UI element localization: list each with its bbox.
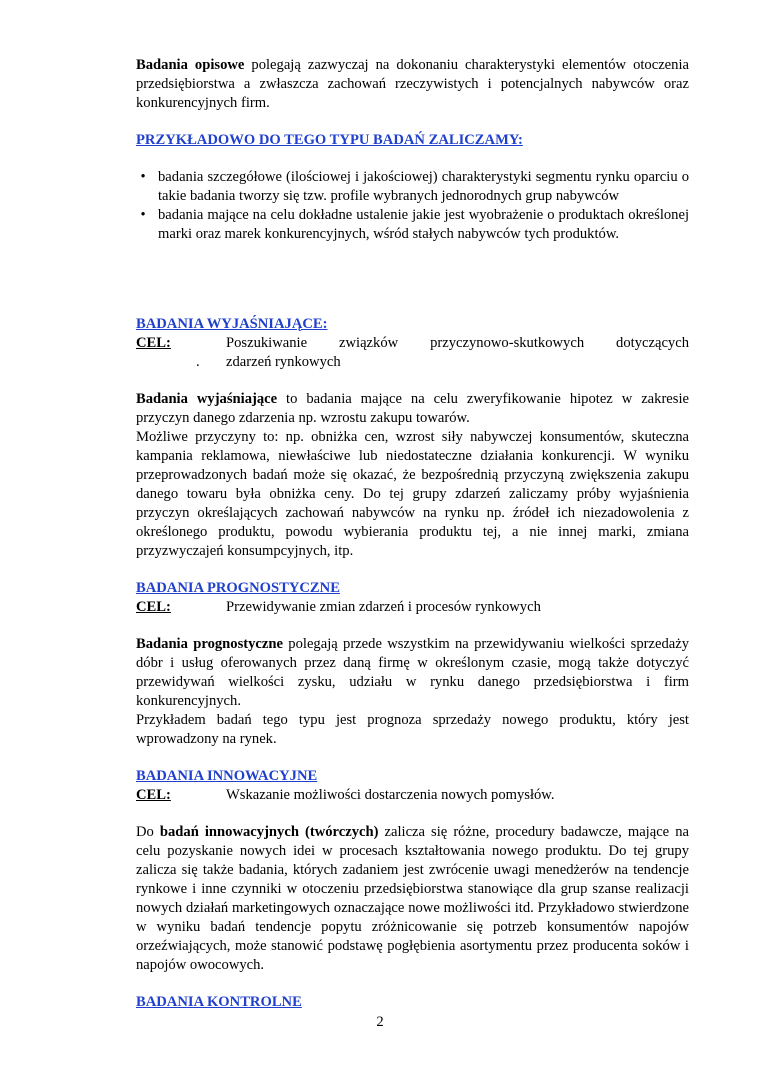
prognostic-bold-term: Badania prognostyczne <box>136 636 283 652</box>
explanatory-goal-continuation <box>136 353 689 372</box>
bullet-icon: • <box>140 207 146 223</box>
page-number: 2 <box>376 1014 384 1030</box>
explanatory-goal <box>136 334 689 353</box>
bullet-icon: • <box>140 169 146 185</box>
intro-paragraph <box>136 56 689 113</box>
innovative-bold-term: badań innowacyjnych (twórczych) <box>159 824 379 840</box>
explanatory-bold-term: Badania wyjaśniające <box>136 391 278 407</box>
explanatory-heading: BADANIA WYJAŚNIAJĄCE: <box>136 316 328 332</box>
list-item <box>136 168 689 206</box>
goal-text: Poszukiwanie związków przyczynowo-skutkowych dotyczących <box>226 335 689 351</box>
goal-label: CEL: <box>136 787 171 803</box>
prognostic-paragraph-2: Przykładem badań tego typu jest prognoza sprzedaży nowego produktu, który jest wprowadzony na rynek. <box>136 712 689 747</box>
prognostic-paragraph <box>136 635 689 711</box>
goal-text: Wskazanie możliwości dostarczenia nowych pomysłów. <box>226 787 555 803</box>
goal-dot: . <box>196 354 200 370</box>
control-heading: BADANIA KONTROLNE <box>136 994 302 1010</box>
goal-text: Przewidywanie zmian zdarzeń i procesów rynkowych <box>226 599 541 615</box>
list-item <box>136 206 689 244</box>
prognostic-goal <box>136 598 689 617</box>
examples-heading: PRZYKŁADOWO DO TEGO TYPU BADAŃ ZALICZAMY: <box>136 132 523 148</box>
prognostic-heading: BADANIA PROGNOSTYCZNE <box>136 580 340 596</box>
list-item-text: badania mające na celu dokładne ustalenie jakie jest wyobrażenie o produktach określonej marki oraz marek konkurencyjnych, wśród stałych nabywców tych produktów. <box>158 207 689 242</box>
explanatory-text: to badania mające na celu zweryfikowanie hipotez w zakresie przyczyn danego zdarzenia np. wzrostu zakupu towarów. <box>136 391 689 426</box>
intro-text: polegają zazwyczaj na dokonaniu charakterystyki elementów otoczenia przedsiębiorstwa a zwłaszcza zachowań rzeczywistych i potencjalnych nabywców oraz konkurencyjnych firm. <box>136 57 689 111</box>
intro-bold-term: Badania opisowe <box>136 57 245 73</box>
goal-label: CEL: <box>136 335 171 351</box>
list-item-text: badania szczegółowe (ilościowej i jakościowej) charakterystyki segmentu rynku oparciu o takie badania tworzy się tzw. profile wybranych jednorodnych grup nabywców <box>158 169 689 204</box>
explanatory-paragraph <box>136 390 689 428</box>
examples-list <box>136 168 689 244</box>
goal-label: CEL: <box>136 599 171 615</box>
innovative-goal <box>136 786 689 805</box>
innovative-heading: BADANIA INNOWACYJNE <box>136 768 318 784</box>
prognostic-text: polegają przede wszystkim na przewidywaniu wielkości sprzedaży dóbr i usług oferowanych przez daną firmę w określonym czasie, mogą także dotyczyć przewidywań wielkości zysku, udziału w rynku danego przedsiębiorstwa i firm konkurencyjnych. <box>136 636 689 709</box>
explanatory-paragraph-2: Możliwe przyczyny to: np. obniżka cen, wzrost siły nabywczej konsumentów, skuteczna kampania reklamowa, niewłaściwe lub niedostateczne działania konkurencji. W wyniku przeprowadzonych badań może się okazać, że bezpośrednią przyczyną zwiększenia zakupu danego towaru była obniżka ceny. Do tej grupy zdarzeń zaliczamy próby wyjaśnienia przyczyn określających zachowań nabywców na rynku np. źródeł ich niezadowolenia z określonego produktu, powodu wybierania produktu tej, a nie innej marki, zmiana przyzwyczajeń konsumpcyjnych, itp. <box>136 429 689 559</box>
document-page <box>136 56 689 1012</box>
innovative-lead: Do <box>136 824 160 840</box>
innovative-text: zalicza się różne, procedury badawcze, mające na celu pozyskanie nowych idei w procesach kształtowania nowego produktu. Do tej grupy zalicza się także badania, których zadaniem jest zwrócenie uwagi menedżerów na tendencje rynkowe i inne czynniki w otoczeniu przedsiębiorstwa stanowiące dla grup szanse realizacji nowych działań marketingowych oznaczające nowe możliwości itd. Przykładowo stwierdzone w wyniku badań tendencje popytu zróżnicowanie się potrzeb konsumentów napojów orzeźwiających, może stanowić podstawę pogłębienia asortymentu przez producenta soków i napojów owocowych. <box>136 824 689 973</box>
goal-text-continuation: zdarzeń rynkowych <box>226 354 341 370</box>
innovative-paragraph <box>136 823 689 975</box>
